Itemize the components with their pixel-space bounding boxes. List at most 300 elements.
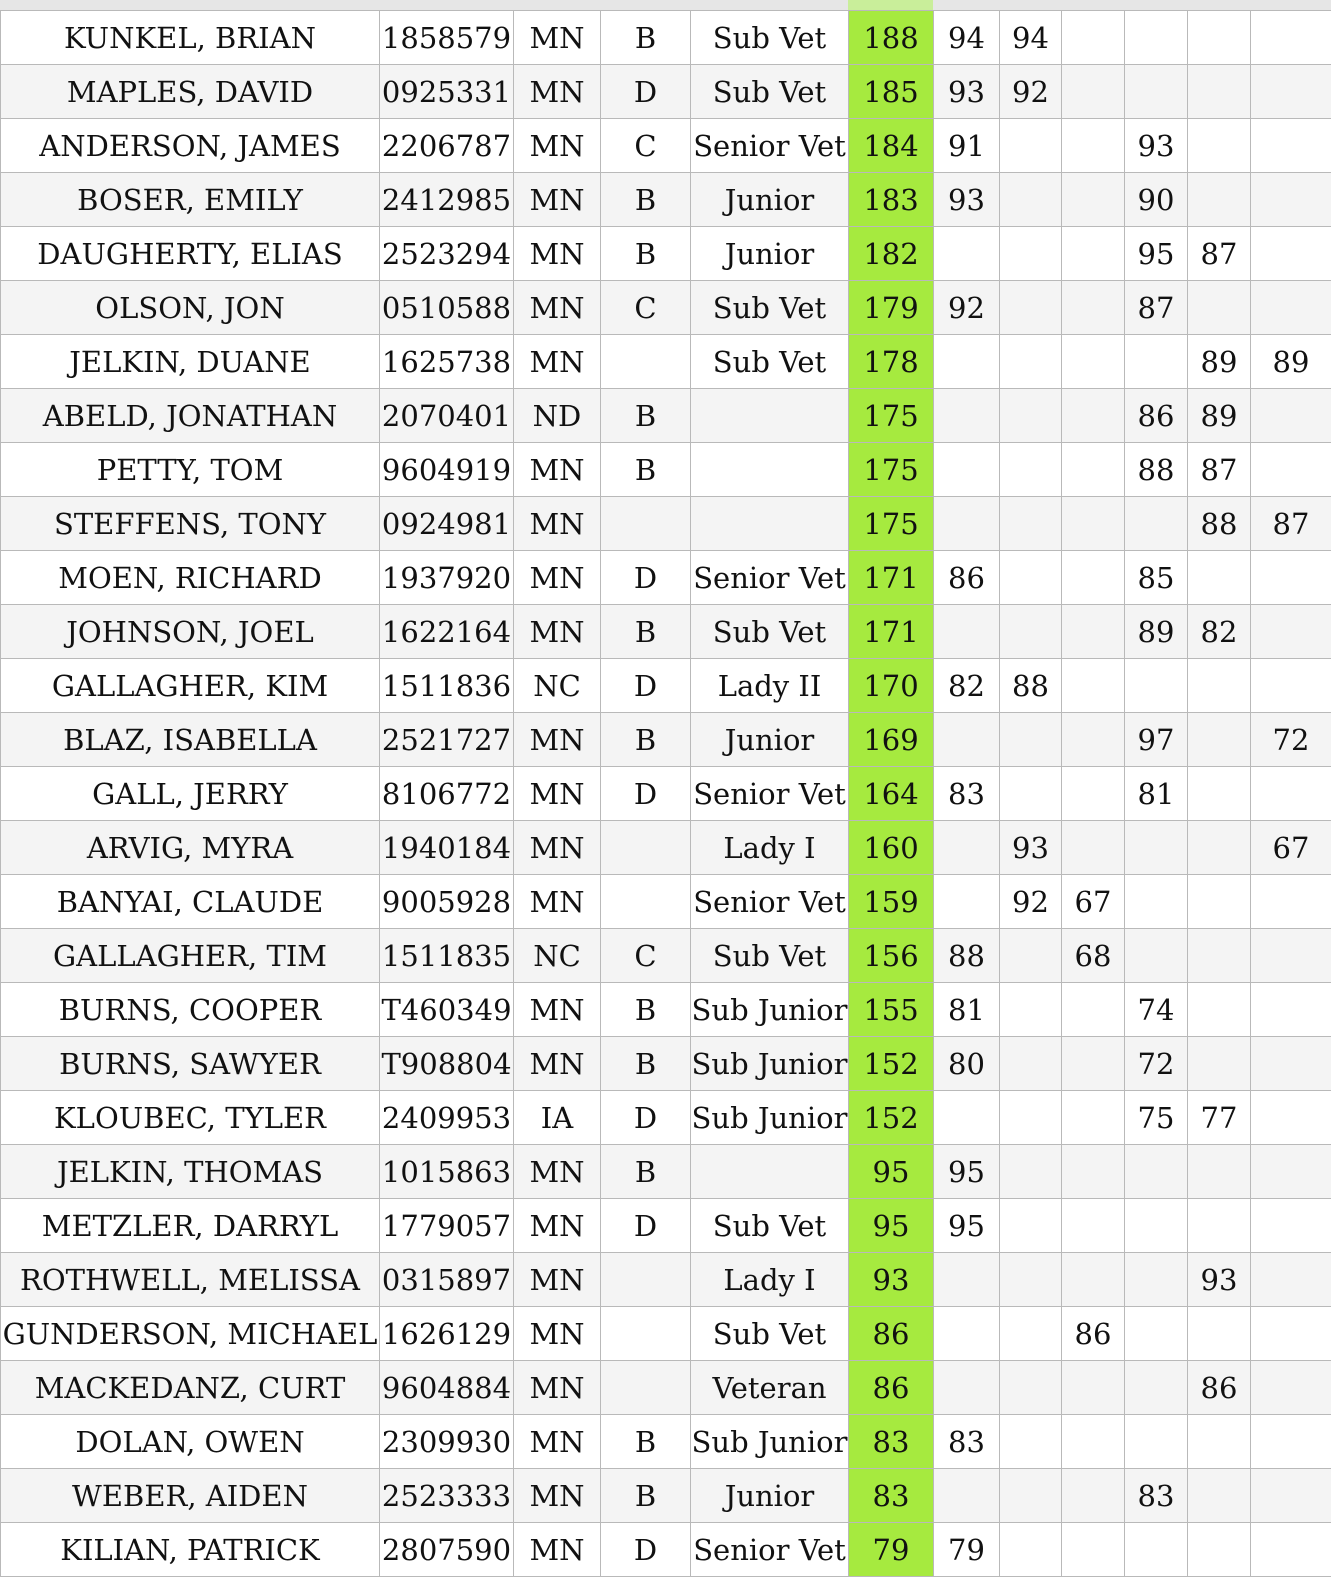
category-cell: Sub Vet [691,65,849,119]
state-cell: MN [514,983,601,1037]
state-cell: MN [514,11,601,65]
total-score-cell: 95 [849,1145,934,1199]
class-cell: B [601,605,691,659]
member-id-cell: 2309930 [380,1415,514,1469]
category-cell: Senior Vet [691,119,849,173]
state-cell: IA [514,1091,601,1145]
score-4-cell [1125,497,1188,551]
total-score-cell: 159 [849,875,934,929]
total-score-cell: 83 [849,1469,934,1523]
state-cell: MN [514,1199,601,1253]
member-id-cell: 2070401 [380,389,514,443]
total-score-cell: 178 [849,335,934,389]
shooter-name-cell: BOSER, EMILY [1,173,380,227]
score-2-cell [1000,443,1062,497]
class-cell: D [601,1091,691,1145]
score-6-cell: 67 [1251,821,1331,875]
score-6-cell [1251,1037,1331,1091]
class-cell: B [601,227,691,281]
category-cell: Sub Junior [691,1415,849,1469]
shooter-name-cell: ANDERSON, JAMES [1,119,380,173]
score-1-cell [934,1253,1000,1307]
score-1-cell [934,1091,1000,1145]
score-2-cell [1000,1145,1062,1199]
shooter-name-cell: KLOUBEC, TYLER [1,1091,380,1145]
score-2-cell: 92 [1000,875,1062,929]
score-3-cell [1062,227,1125,281]
score-2-cell [1000,1415,1062,1469]
table-row [1,1199,1331,1253]
score-1-cell [934,1307,1000,1361]
shooter-name-cell: MAPLES, DAVID [1,65,380,119]
state-cell: MN [514,1253,601,1307]
shooter-name-cell: BANYAI, CLAUDE [1,875,380,929]
total-score-cell: 95 [849,1199,934,1253]
state-cell: MN [514,1361,601,1415]
class-cell: B [601,1469,691,1523]
shooter-name-cell: BLAZ, ISABELLA [1,713,380,767]
score-4-cell: 90 [1125,173,1188,227]
score-5-cell [1188,713,1251,767]
results-table [0,10,1331,1577]
total-score-cell: 183 [849,173,934,227]
table-row [1,335,1331,389]
score-1-cell: 95 [934,1199,1000,1253]
score-6-cell [1251,119,1331,173]
member-id-cell: 1625738 [380,335,514,389]
table-row [1,11,1331,65]
table-row [1,875,1331,929]
class-cell: D [601,659,691,713]
score-1-cell [934,713,1000,767]
score-4-cell: 97 [1125,713,1188,767]
score-4-cell [1125,821,1188,875]
score-4-cell [1125,1523,1188,1577]
table-row [1,605,1331,659]
state-cell: MN [514,281,601,335]
score-2-cell [1000,1361,1062,1415]
class-cell [601,497,691,551]
table-row [1,1091,1331,1145]
member-id-cell: 1622164 [380,605,514,659]
score-4-cell: 74 [1125,983,1188,1037]
score-4-cell [1125,929,1188,983]
score-2-cell [1000,119,1062,173]
score-4-cell: 85 [1125,551,1188,605]
score-2-cell: 93 [1000,821,1062,875]
table-row [1,1037,1331,1091]
score-5-cell [1188,281,1251,335]
member-id-cell: 1511836 [380,659,514,713]
score-1-cell: 95 [934,1145,1000,1199]
shooter-name-cell: PETTY, TOM [1,443,380,497]
score-2-cell [1000,767,1062,821]
score-3-cell [1062,497,1125,551]
score-5-cell: 87 [1188,443,1251,497]
score-1-cell [934,389,1000,443]
score-4-cell: 83 [1125,1469,1188,1523]
member-id-cell: 0925331 [380,65,514,119]
score-1-cell [934,497,1000,551]
score-5-cell [1188,1469,1251,1523]
score-1-cell [934,1361,1000,1415]
member-id-cell: 1015863 [380,1145,514,1199]
score-6-cell [1251,1361,1331,1415]
score-2-cell [1000,389,1062,443]
score-4-cell: 75 [1125,1091,1188,1145]
shooter-name-cell: ARVIG, MYRA [1,821,380,875]
class-cell: B [601,11,691,65]
class-cell [601,821,691,875]
table-row [1,1253,1331,1307]
table-row [1,389,1331,443]
score-4-cell [1125,1415,1188,1469]
score-4-cell [1125,65,1188,119]
member-id-cell: 2523294 [380,227,514,281]
category-cell [691,389,849,443]
class-cell: D [601,1523,691,1577]
table-row [1,1361,1331,1415]
total-score-cell: 179 [849,281,934,335]
class-cell [601,1253,691,1307]
shooter-name-cell: MACKEDANZ, CURT [1,1361,380,1415]
shooter-name-cell: KUNKEL, BRIAN [1,11,380,65]
score-6-cell [1251,389,1331,443]
score-1-cell [934,1469,1000,1523]
table-row [1,659,1331,713]
shooter-name-cell: ROTHWELL, MELISSA [1,1253,380,1307]
score-5-cell [1188,119,1251,173]
results-table-body [1,11,1331,1577]
score-2-cell: 88 [1000,659,1062,713]
shooter-name-cell: JELKIN, THOMAS [1,1145,380,1199]
score-4-cell: 72 [1125,1037,1188,1091]
score-6-cell [1251,659,1331,713]
class-cell: C [601,929,691,983]
score-1-cell [934,335,1000,389]
table-row [1,497,1331,551]
shooter-name-cell: JELKIN, DUANE [1,335,380,389]
category-cell: Senior Vet [691,767,849,821]
table-row [1,1469,1331,1523]
total-score-cell: 152 [849,1091,934,1145]
state-cell: NC [514,659,601,713]
state-cell: MN [514,551,601,605]
total-score-cell: 160 [849,821,934,875]
member-id-cell: 2206787 [380,119,514,173]
score-5-cell: 89 [1188,389,1251,443]
score-6-cell [1251,443,1331,497]
score-4-cell: 86 [1125,389,1188,443]
category-cell: Sub Vet [691,11,849,65]
score-5-cell [1188,173,1251,227]
score-4-cell [1125,1361,1188,1415]
score-5-cell: 93 [1188,1253,1251,1307]
shooter-name-cell: ABELD, JONATHAN [1,389,380,443]
class-cell: B [601,1037,691,1091]
score-5-cell [1188,659,1251,713]
score-6-cell [1251,1469,1331,1523]
class-cell: B [601,389,691,443]
score-1-cell: 81 [934,983,1000,1037]
table-row [1,65,1331,119]
category-cell: Lady I [691,821,849,875]
score-5-cell [1188,1523,1251,1577]
score-3-cell [1062,65,1125,119]
table-row [1,713,1331,767]
shooter-name-cell: STEFFENS, TONY [1,497,380,551]
member-id-cell: 1940184 [380,821,514,875]
score-3-cell [1062,11,1125,65]
total-score-cell: 152 [849,1037,934,1091]
table-row [1,443,1331,497]
table-row [1,821,1331,875]
score-4-cell [1125,875,1188,929]
state-cell: MN [514,1145,601,1199]
score-4-cell: 95 [1125,227,1188,281]
table-row [1,1523,1331,1577]
state-cell: MN [514,767,601,821]
score-3-cell [1062,605,1125,659]
shooter-name-cell: GUNDERSON, MICHAEL [1,1307,380,1361]
total-score-cell: 184 [849,119,934,173]
total-score-cell: 86 [849,1307,934,1361]
state-cell: MN [514,605,601,659]
total-score-cell: 185 [849,65,934,119]
score-3-cell [1062,1253,1125,1307]
score-6-cell [1251,1199,1331,1253]
score-5-cell [1188,11,1251,65]
score-2-cell [1000,1307,1062,1361]
total-score-cell: 188 [849,11,934,65]
class-cell: C [601,119,691,173]
class-cell [601,875,691,929]
score-3-cell [1062,119,1125,173]
score-3-cell [1062,1415,1125,1469]
member-id-cell: T460349 [380,983,514,1037]
score-6-cell [1251,227,1331,281]
total-score-cell: 175 [849,389,934,443]
score-5-cell: 89 [1188,335,1251,389]
table-row [1,767,1331,821]
score-6-cell [1251,1307,1331,1361]
score-2-cell [1000,1091,1062,1145]
class-cell: D [601,1199,691,1253]
class-cell: B [601,1145,691,1199]
total-column-header-edge [848,0,933,10]
class-cell: B [601,983,691,1037]
category-cell: Sub Vet [691,1199,849,1253]
score-3-cell [1062,713,1125,767]
score-1-cell: 80 [934,1037,1000,1091]
score-1-cell: 82 [934,659,1000,713]
score-3-cell: 68 [1062,929,1125,983]
score-1-cell: 88 [934,929,1000,983]
state-cell: MN [514,173,601,227]
table-row [1,1415,1331,1469]
score-3-cell [1062,767,1125,821]
category-cell: Senior Vet [691,551,849,605]
score-2-cell [1000,1469,1062,1523]
shooter-name-cell: DAUGHERTY, ELIAS [1,227,380,281]
score-2-cell [1000,1253,1062,1307]
score-4-cell: 93 [1125,119,1188,173]
member-id-cell: 2412985 [380,173,514,227]
score-2-cell [1000,281,1062,335]
category-cell: Sub Vet [691,335,849,389]
state-cell: MN [514,443,601,497]
score-2-cell: 92 [1000,65,1062,119]
score-6-cell [1251,1091,1331,1145]
score-3-cell [1062,1091,1125,1145]
shooter-name-cell: DOLAN, OWEN [1,1415,380,1469]
score-4-cell [1125,335,1188,389]
score-3-cell [1062,1037,1125,1091]
member-id-cell: 0315897 [380,1253,514,1307]
category-cell: Junior [691,227,849,281]
score-5-cell [1188,1415,1251,1469]
table-row [1,281,1331,335]
score-3-cell [1062,443,1125,497]
score-2-cell [1000,713,1062,767]
score-3-cell [1062,1523,1125,1577]
state-cell: ND [514,389,601,443]
score-3-cell [1062,335,1125,389]
score-1-cell: 83 [934,767,1000,821]
score-3-cell [1062,389,1125,443]
class-cell: C [601,281,691,335]
total-score-cell: 93 [849,1253,934,1307]
class-cell [601,1361,691,1415]
category-cell: Junior [691,1469,849,1523]
category-cell: Sub Vet [691,281,849,335]
state-cell: MN [514,1523,601,1577]
total-score-cell: 175 [849,443,934,497]
table-row [1,119,1331,173]
category-cell: Sub Junior [691,1091,849,1145]
class-cell [601,335,691,389]
total-score-cell: 164 [849,767,934,821]
score-5-cell [1188,551,1251,605]
class-cell: B [601,173,691,227]
category-cell: Sub Vet [691,1307,849,1361]
score-2-cell [1000,929,1062,983]
score-1-cell [934,605,1000,659]
member-id-cell: 8106772 [380,767,514,821]
score-4-cell [1125,659,1188,713]
score-2-cell: 94 [1000,11,1062,65]
score-4-cell: 88 [1125,443,1188,497]
score-5-cell: 88 [1188,497,1251,551]
score-5-cell [1188,875,1251,929]
score-3-cell [1062,1199,1125,1253]
shooter-name-cell: OLSON, JON [1,281,380,335]
score-2-cell [1000,551,1062,605]
state-cell: MN [514,713,601,767]
score-1-cell: 83 [934,1415,1000,1469]
score-2-cell [1000,1523,1062,1577]
score-5-cell [1188,1199,1251,1253]
score-2-cell [1000,335,1062,389]
score-1-cell [934,875,1000,929]
score-3-cell: 67 [1062,875,1125,929]
score-3-cell [1062,1145,1125,1199]
category-cell [691,497,849,551]
category-cell: Junior [691,713,849,767]
state-cell: MN [514,65,601,119]
score-3-cell [1062,983,1125,1037]
member-id-cell: 9005928 [380,875,514,929]
member-id-cell: 2521727 [380,713,514,767]
category-cell: Lady I [691,1253,849,1307]
score-6-cell [1251,173,1331,227]
score-6-cell [1251,1145,1331,1199]
score-5-cell: 86 [1188,1361,1251,1415]
member-id-cell: 1937920 [380,551,514,605]
category-cell: Sub Vet [691,605,849,659]
total-score-cell: 169 [849,713,934,767]
score-4-cell [1125,11,1188,65]
score-3-cell [1062,821,1125,875]
score-1-cell [934,443,1000,497]
score-6-cell [1251,1253,1331,1307]
class-cell: D [601,551,691,605]
score-6-cell [1251,1523,1331,1577]
score-6-cell [1251,1415,1331,1469]
class-cell: B [601,713,691,767]
class-cell: D [601,65,691,119]
member-id-cell: 9604919 [380,443,514,497]
table-row [1,227,1331,281]
state-cell: MN [514,227,601,281]
score-5-cell [1188,1307,1251,1361]
score-6-cell: 89 [1251,335,1331,389]
state-cell: MN [514,1469,601,1523]
member-id-cell: 1779057 [380,1199,514,1253]
score-5-cell: 77 [1188,1091,1251,1145]
score-3-cell [1062,1469,1125,1523]
total-score-cell: 171 [849,551,934,605]
member-id-cell: 2523333 [380,1469,514,1523]
score-3-cell [1062,1361,1125,1415]
category-cell: Junior [691,173,849,227]
member-id-cell: 2409953 [380,1091,514,1145]
category-cell: Veteran [691,1361,849,1415]
score-6-cell [1251,875,1331,929]
score-4-cell [1125,1145,1188,1199]
score-6-cell: 72 [1251,713,1331,767]
shooter-name-cell: GALLAGHER, TIM [1,929,380,983]
score-5-cell [1188,983,1251,1037]
score-5-cell [1188,767,1251,821]
score-5-cell: 87 [1188,227,1251,281]
score-1-cell: 93 [934,173,1000,227]
score-1-cell: 93 [934,65,1000,119]
member-id-cell: 0924981 [380,497,514,551]
category-cell: Sub Vet [691,929,849,983]
score-5-cell [1188,65,1251,119]
table-row [1,173,1331,227]
score-2-cell [1000,173,1062,227]
score-5-cell [1188,1145,1251,1199]
score-6-cell [1251,65,1331,119]
score-1-cell: 94 [934,11,1000,65]
score-1-cell: 92 [934,281,1000,335]
total-score-cell: 175 [849,497,934,551]
table-row [1,1145,1331,1199]
score-1-cell: 91 [934,119,1000,173]
member-id-cell: 1858579 [380,11,514,65]
